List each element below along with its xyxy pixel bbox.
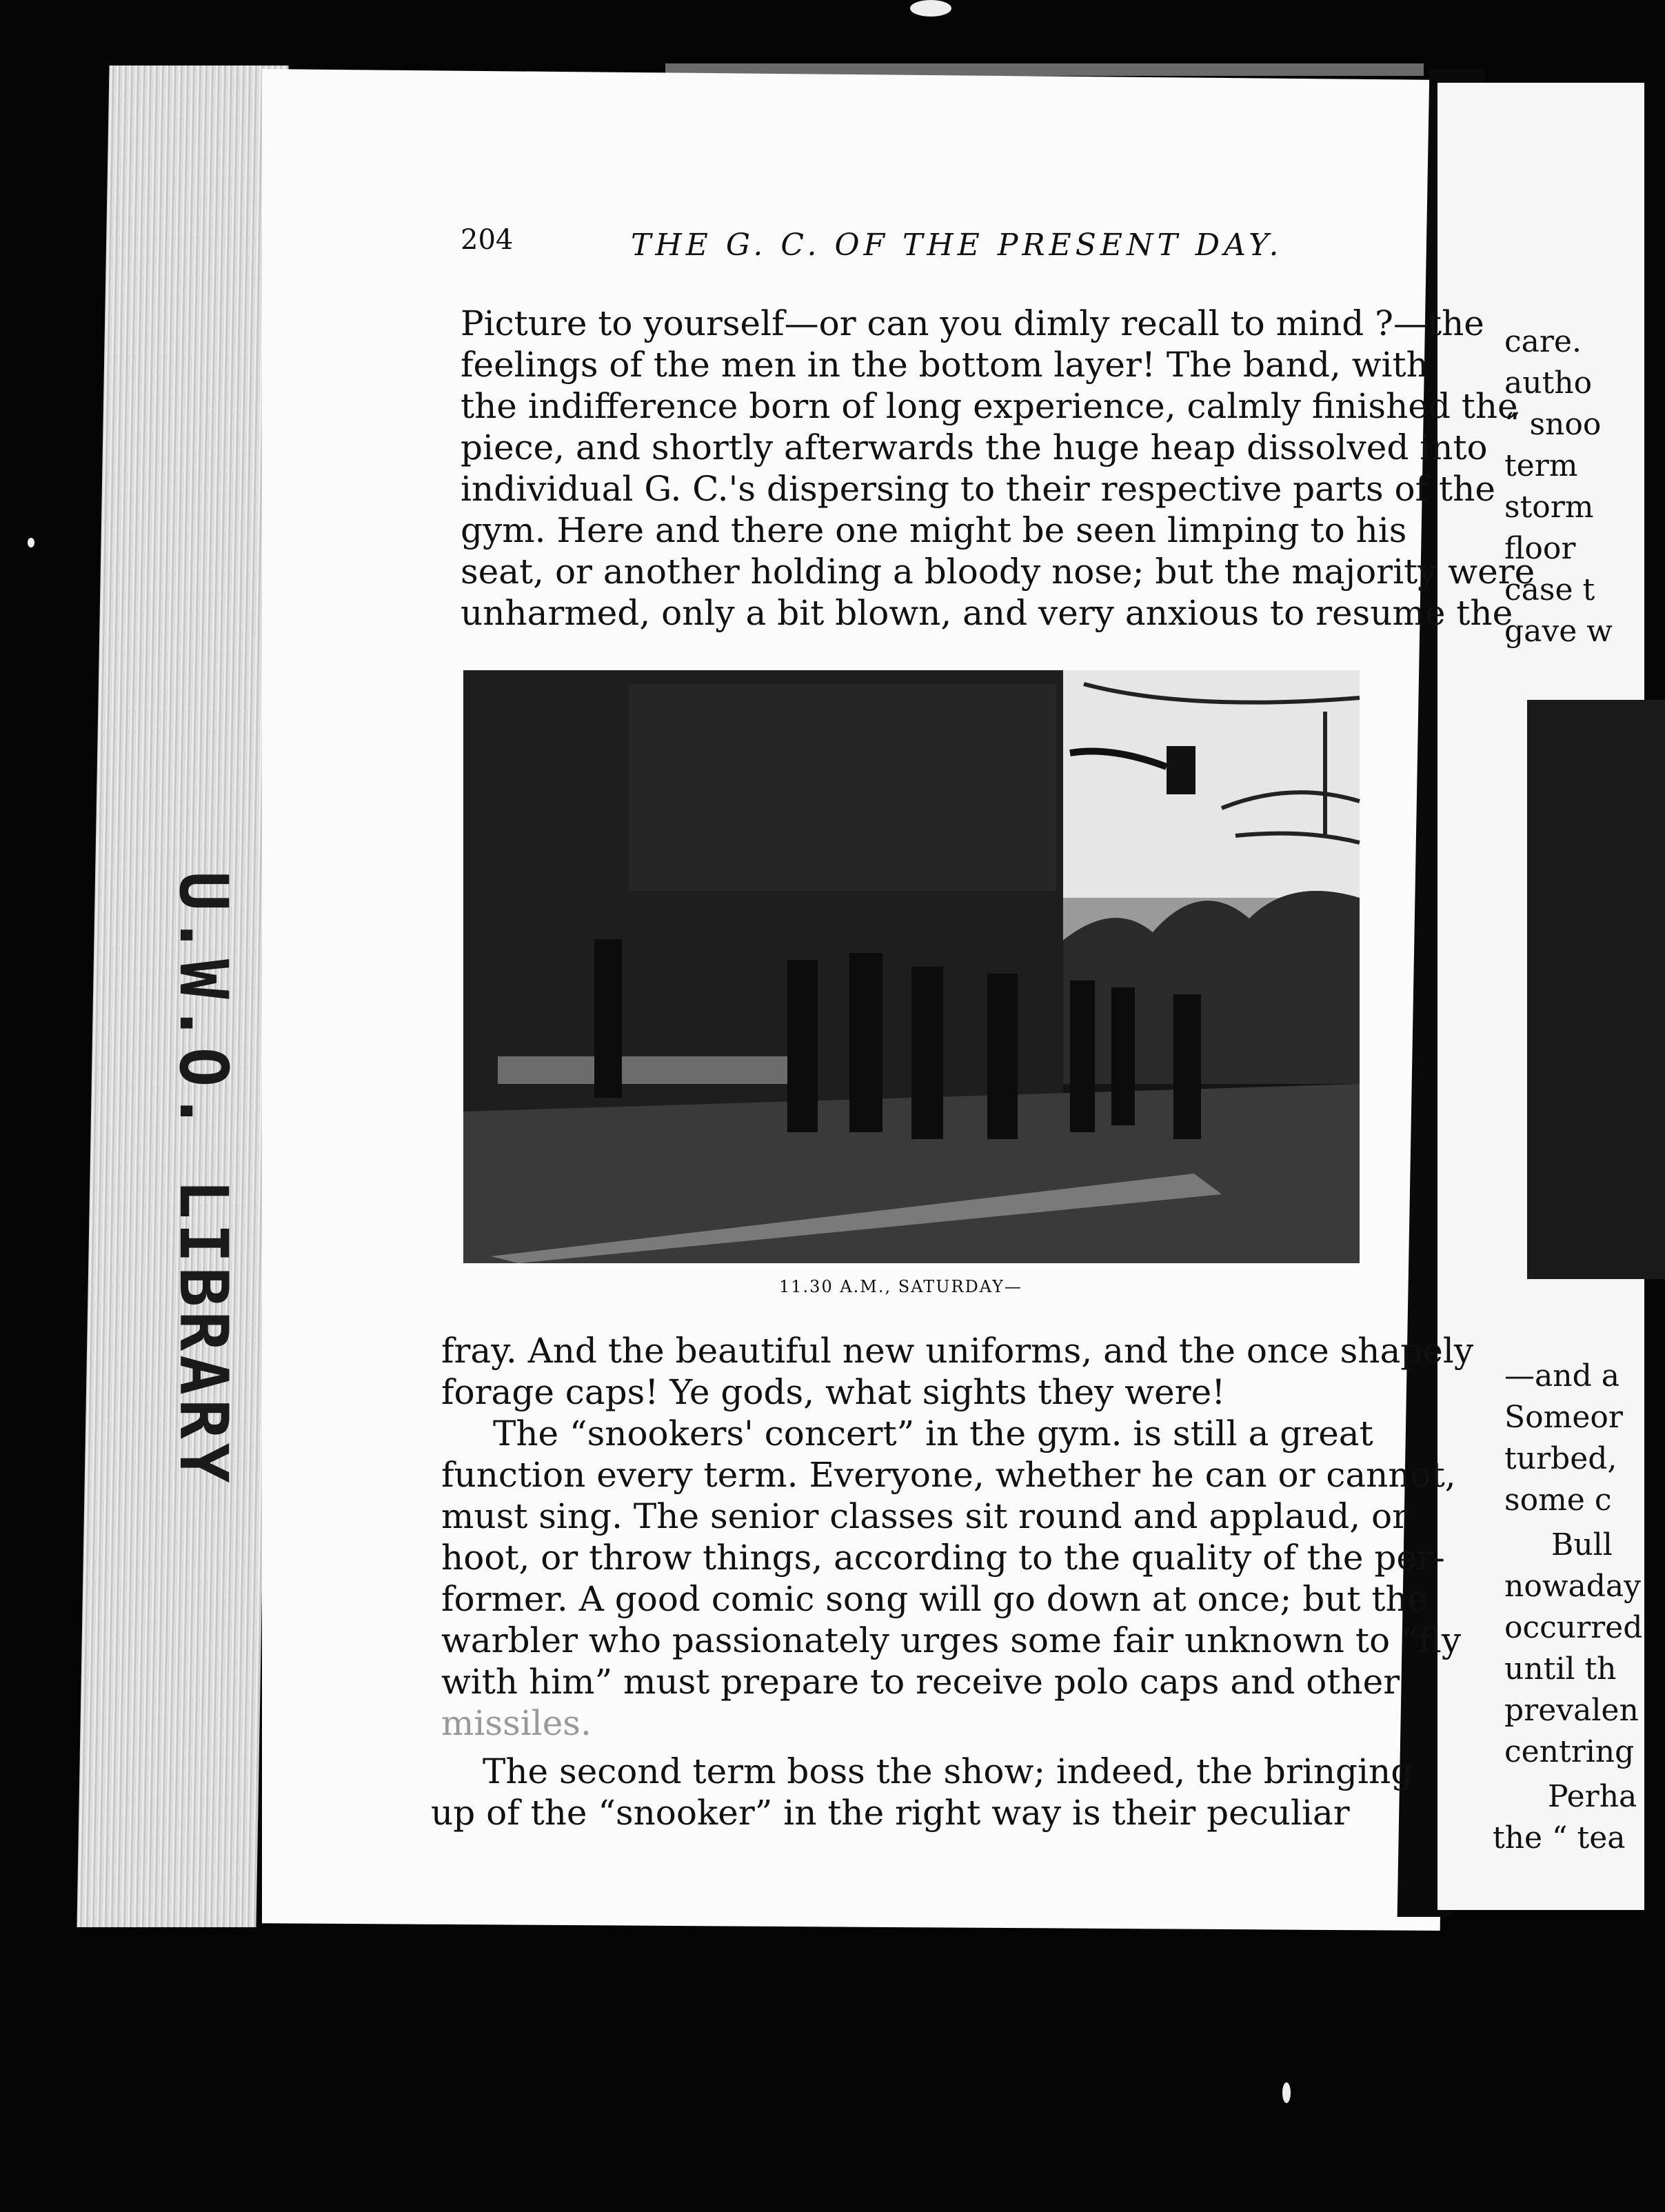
text-line: former. A good comic song will go down at once; but the bbox=[441, 1579, 1429, 1619]
right-text-line: Bull bbox=[1551, 1527, 1613, 1562]
text-line: piece, and shortly afterwards the huge heap dissolved into bbox=[461, 428, 1488, 467]
right-text-line: storm bbox=[1504, 490, 1594, 525]
right-photograph bbox=[1527, 700, 1665, 1279]
library-stamp-text: U.W.O. LIBRARY bbox=[165, 871, 242, 1487]
right-text-line: the “ tea bbox=[1493, 1820, 1626, 1856]
text-line: missiles. bbox=[441, 1703, 592, 1743]
right-text-line: —and a bbox=[1504, 1358, 1619, 1394]
right-text-line: turbed, bbox=[1504, 1441, 1617, 1476]
text-line: individual G. C.'s dispersing to their respective parts of the bbox=[461, 469, 1495, 509]
text-line: must sing. The senior classes sit round and applaud, or bbox=[441, 1496, 1409, 1536]
photo-caption: 11.30 A.M., SATURDAY— bbox=[779, 1277, 1022, 1296]
right-text-line: autho bbox=[1504, 365, 1593, 401]
right-text-line: care. bbox=[1504, 324, 1582, 359]
text-line: unharmed, only a bit blown, and very anxious to resume the bbox=[461, 593, 1513, 633]
text-line: fray. And the beautiful new uniforms, and the once shapely bbox=[441, 1331, 1474, 1371]
page-number: 204 bbox=[461, 224, 514, 256]
photograph bbox=[463, 670, 1360, 1263]
text-line: The “snookers' concert” in the gym. is still a great bbox=[493, 1414, 1373, 1454]
right-text-line: occurred bbox=[1504, 1610, 1643, 1645]
right-text-line: gave w bbox=[1504, 614, 1613, 649]
right-text-line: term bbox=[1504, 448, 1578, 483]
text-line: up of the “snooker” in the right way is their peculiar bbox=[431, 1793, 1350, 1833]
text-line: hoot, or throw things, according to the quality of the per- bbox=[441, 1538, 1445, 1578]
right-text-line: Perha bbox=[1548, 1779, 1637, 1814]
right-text-line: case t bbox=[1504, 572, 1595, 607]
scan-speck bbox=[910, 0, 951, 17]
text-line: seat, or another holding a bloody nose; but the majority were bbox=[461, 552, 1535, 592]
scan-speck bbox=[28, 538, 34, 547]
scan-speck bbox=[1282, 2082, 1291, 2103]
right-text-line: some c bbox=[1504, 1482, 1612, 1518]
photograph-scene bbox=[463, 670, 1360, 1263]
text-line: with him” must prepare to receive polo caps and other bbox=[441, 1662, 1400, 1702]
right-text-line: “ snoo bbox=[1504, 407, 1602, 442]
running-head: THE G. C. OF THE PRESENT DAY. bbox=[631, 228, 1283, 263]
right-text-line: prevalen bbox=[1504, 1693, 1639, 1728]
right-text-line: Someor bbox=[1504, 1400, 1623, 1435]
text-line: gym. Here and there one might be seen limping to his bbox=[461, 510, 1407, 550]
right-text-line: nowaday bbox=[1504, 1569, 1641, 1604]
text-line: function every term. Everyone, whether he can or cannot, bbox=[441, 1455, 1456, 1495]
text-line: Picture to yourself—or can you dimly recall to mind ?—the bbox=[461, 303, 1484, 343]
right-text-line: floor bbox=[1504, 531, 1576, 566]
text-line: the indifference born of long experience, calmly finished the bbox=[461, 386, 1518, 426]
right-text-line: centring bbox=[1504, 1734, 1635, 1769]
library-stamp bbox=[148, 871, 259, 1487]
text-line: The second term boss the show; indeed, the bringing bbox=[483, 1751, 1413, 1791]
text-line: forage caps! Ye gods, what sights they were! bbox=[441, 1372, 1226, 1412]
text-line: feelings of the men in the bottom layer! The band, with bbox=[461, 345, 1429, 385]
text-line: warbler who passionately urges some fair unknown to “fly bbox=[441, 1620, 1462, 1660]
right-text-line: until th bbox=[1504, 1651, 1617, 1687]
